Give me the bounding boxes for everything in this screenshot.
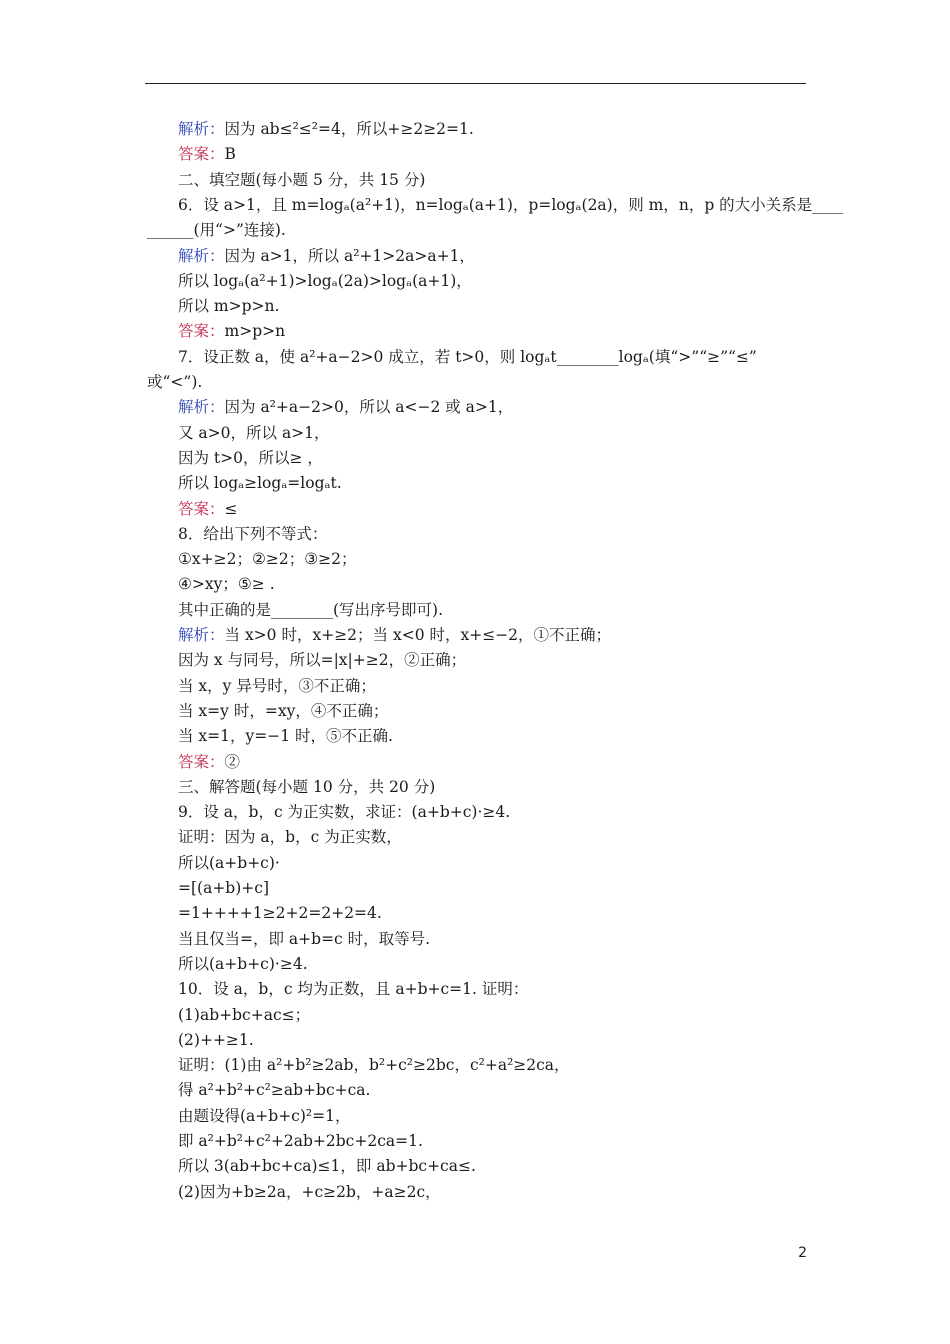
line-text: 即 a²+b²+c²+2ab+2bc+2ca=1. bbox=[178, 1132, 423, 1150]
line-text: 所以 logₐ≥logₐ=logₐt. bbox=[178, 474, 342, 493]
line-text: (2)++≥1. bbox=[178, 1030, 254, 1049]
line-text: 又 a>0，所以 a>1， bbox=[178, 423, 330, 442]
text-line bbox=[178, 600, 443, 620]
line-text: 当 x=1，y=−1 时，⑤不正确. bbox=[178, 727, 393, 746]
header-rule bbox=[145, 83, 806, 84]
analysis-label: 解析： bbox=[178, 120, 225, 138]
text-line bbox=[178, 1005, 310, 1025]
line-text: ④>xy；⑤≥ . bbox=[178, 575, 275, 594]
line-text: 因为 a²+a−2>0，所以 a<−2 或 a>1， bbox=[224, 398, 514, 417]
text-line bbox=[178, 979, 528, 999]
line-text: 当且仅当=，即 a+b=c 时，取等号. bbox=[178, 929, 431, 948]
line-text: 所以 m>p>n. bbox=[178, 297, 280, 316]
page-number: 2 bbox=[798, 1245, 807, 1261]
text-line bbox=[178, 1156, 476, 1176]
text-line bbox=[178, 625, 611, 645]
text-line bbox=[178, 1030, 254, 1050]
text-line bbox=[178, 195, 843, 215]
line-text: 因为 ab≤²≤²=4，所以+≥2≥2=1. bbox=[224, 120, 474, 138]
analysis-label: 解析： bbox=[178, 398, 225, 417]
line-text: (1)ab+bc+ac≤； bbox=[178, 1005, 311, 1024]
text-line bbox=[178, 574, 275, 594]
line-text: 所以 3(ab+bc+ca)≤1，即 ab+bc+ca≤. bbox=[178, 1157, 476, 1176]
text-line bbox=[178, 1131, 423, 1151]
line-text: 10．设 a，b，c 均为正数，且 a+b+c=1. 证明： bbox=[178, 980, 529, 999]
text-line bbox=[178, 499, 238, 519]
text-line bbox=[178, 1080, 370, 1100]
text-line bbox=[178, 726, 393, 746]
line-text: 所以(a+b+c)· bbox=[178, 853, 280, 872]
text-line bbox=[178, 650, 466, 670]
text-line bbox=[178, 549, 356, 569]
line-text: 9．设 a，b，c 为正实数，求证：(a+b+c)·≥4. bbox=[178, 803, 511, 822]
text-line bbox=[178, 1055, 570, 1075]
text-line bbox=[178, 878, 269, 898]
line-text: 当 x>0 时，x+≥2；当 x<0 时，x+≤−2，①不正确； bbox=[224, 626, 612, 644]
line-text: 8．给出下列不等式： bbox=[178, 524, 328, 543]
line-text: 或“<”). bbox=[147, 373, 203, 391]
text-line bbox=[178, 448, 323, 468]
text-line bbox=[178, 954, 308, 974]
text-line bbox=[147, 372, 202, 392]
line-text: ② bbox=[224, 752, 241, 771]
text-line bbox=[178, 1106, 350, 1126]
text-line bbox=[178, 676, 376, 696]
line-text: 因为 a>1，所以 a²+1>2a>a+1， bbox=[224, 246, 475, 265]
line-text: 所以(a+b+c)·≥4. bbox=[178, 954, 308, 973]
line-text: 得 a²+b²+c²≥ab+bc+ca. bbox=[178, 1081, 371, 1100]
text-line bbox=[178, 1182, 441, 1202]
text-line bbox=[178, 321, 285, 341]
answer-label: 答案： bbox=[178, 145, 225, 164]
answer-label: 答案： bbox=[178, 322, 225, 341]
text-line bbox=[178, 524, 327, 544]
text-line bbox=[178, 397, 513, 417]
line-text: 由题设得(a+b+c)²=1， bbox=[178, 1106, 351, 1125]
line-text: 所以 logₐ(a²+1)>logₐ(2a)>logₐ(a+1)， bbox=[178, 271, 472, 290]
text-line bbox=[178, 423, 330, 443]
text-line bbox=[178, 903, 382, 923]
line-text: (2)因为+b≥2a，+c≥2b，+a≥2c， bbox=[178, 1182, 441, 1201]
text-line bbox=[178, 296, 279, 316]
text-line bbox=[178, 170, 425, 190]
analysis-label: 解析： bbox=[178, 246, 225, 265]
text-line bbox=[178, 347, 757, 367]
line-text: B bbox=[224, 145, 236, 164]
text-line bbox=[178, 853, 280, 873]
text-line bbox=[178, 777, 435, 797]
line-text: 其中正确的是________(写出序号即可). bbox=[178, 600, 444, 619]
line-text: ①x+≥2；②≥2；③≥2； bbox=[178, 550, 357, 569]
line-text: 证明：(1)由 a²+b²≥2ab，b²+c²≥2bc，c²+a²≥2ca， bbox=[178, 1056, 570, 1075]
line-text: m>p>n bbox=[224, 322, 286, 341]
text-line bbox=[178, 271, 472, 291]
analysis-label: 解析： bbox=[178, 626, 225, 644]
text-line bbox=[178, 473, 342, 493]
line-text: 三、解答题(每小题 10 分，共 20 分) bbox=[178, 777, 436, 796]
answer-label: 答案： bbox=[178, 499, 225, 518]
text-line bbox=[178, 144, 236, 164]
text-line bbox=[178, 802, 510, 822]
text-line bbox=[178, 929, 430, 949]
text-line bbox=[178, 119, 474, 139]
line-text: ______(用“>”连接). bbox=[147, 221, 286, 240]
text-line bbox=[178, 246, 475, 266]
line-text: =1++++1≥2+2=2+2=4. bbox=[178, 904, 382, 923]
text-line bbox=[178, 701, 388, 721]
line-text: =[(a+b)+c] bbox=[178, 879, 269, 897]
line-text: 当 x=y 时，=xy，④不正确； bbox=[178, 701, 389, 720]
line-text: 因为 x 与同号，所以=|x|+≥2，②正确； bbox=[178, 651, 467, 670]
text-line bbox=[178, 752, 240, 772]
text-line bbox=[147, 220, 286, 240]
line-text: 证明：因为 a，b，c 为正实数， bbox=[178, 828, 402, 847]
line-text: ≤ bbox=[224, 499, 238, 518]
text-line bbox=[178, 827, 402, 847]
answer-label: 答案： bbox=[178, 752, 225, 771]
line-text: 6．设 a>1，且 m=logₐ(a²+1)，n=logₐ(a+1)，p=logₐ(2a)，则 m，n，p 的大小关系是____ bbox=[178, 195, 844, 214]
line-text: 因为 t>0，所以≥ ， bbox=[178, 448, 323, 467]
line-text: 7．设正数 a，使 a²+a−2>0 成立，若 t>0，则 logₐt________logₐ(填“>”“≥”“≤” bbox=[178, 347, 757, 366]
line-text: 二、填空题(每小题 5 分，共 15 分) bbox=[178, 170, 426, 189]
line-text: 当 x，y 异号时，③不正确； bbox=[178, 676, 376, 695]
